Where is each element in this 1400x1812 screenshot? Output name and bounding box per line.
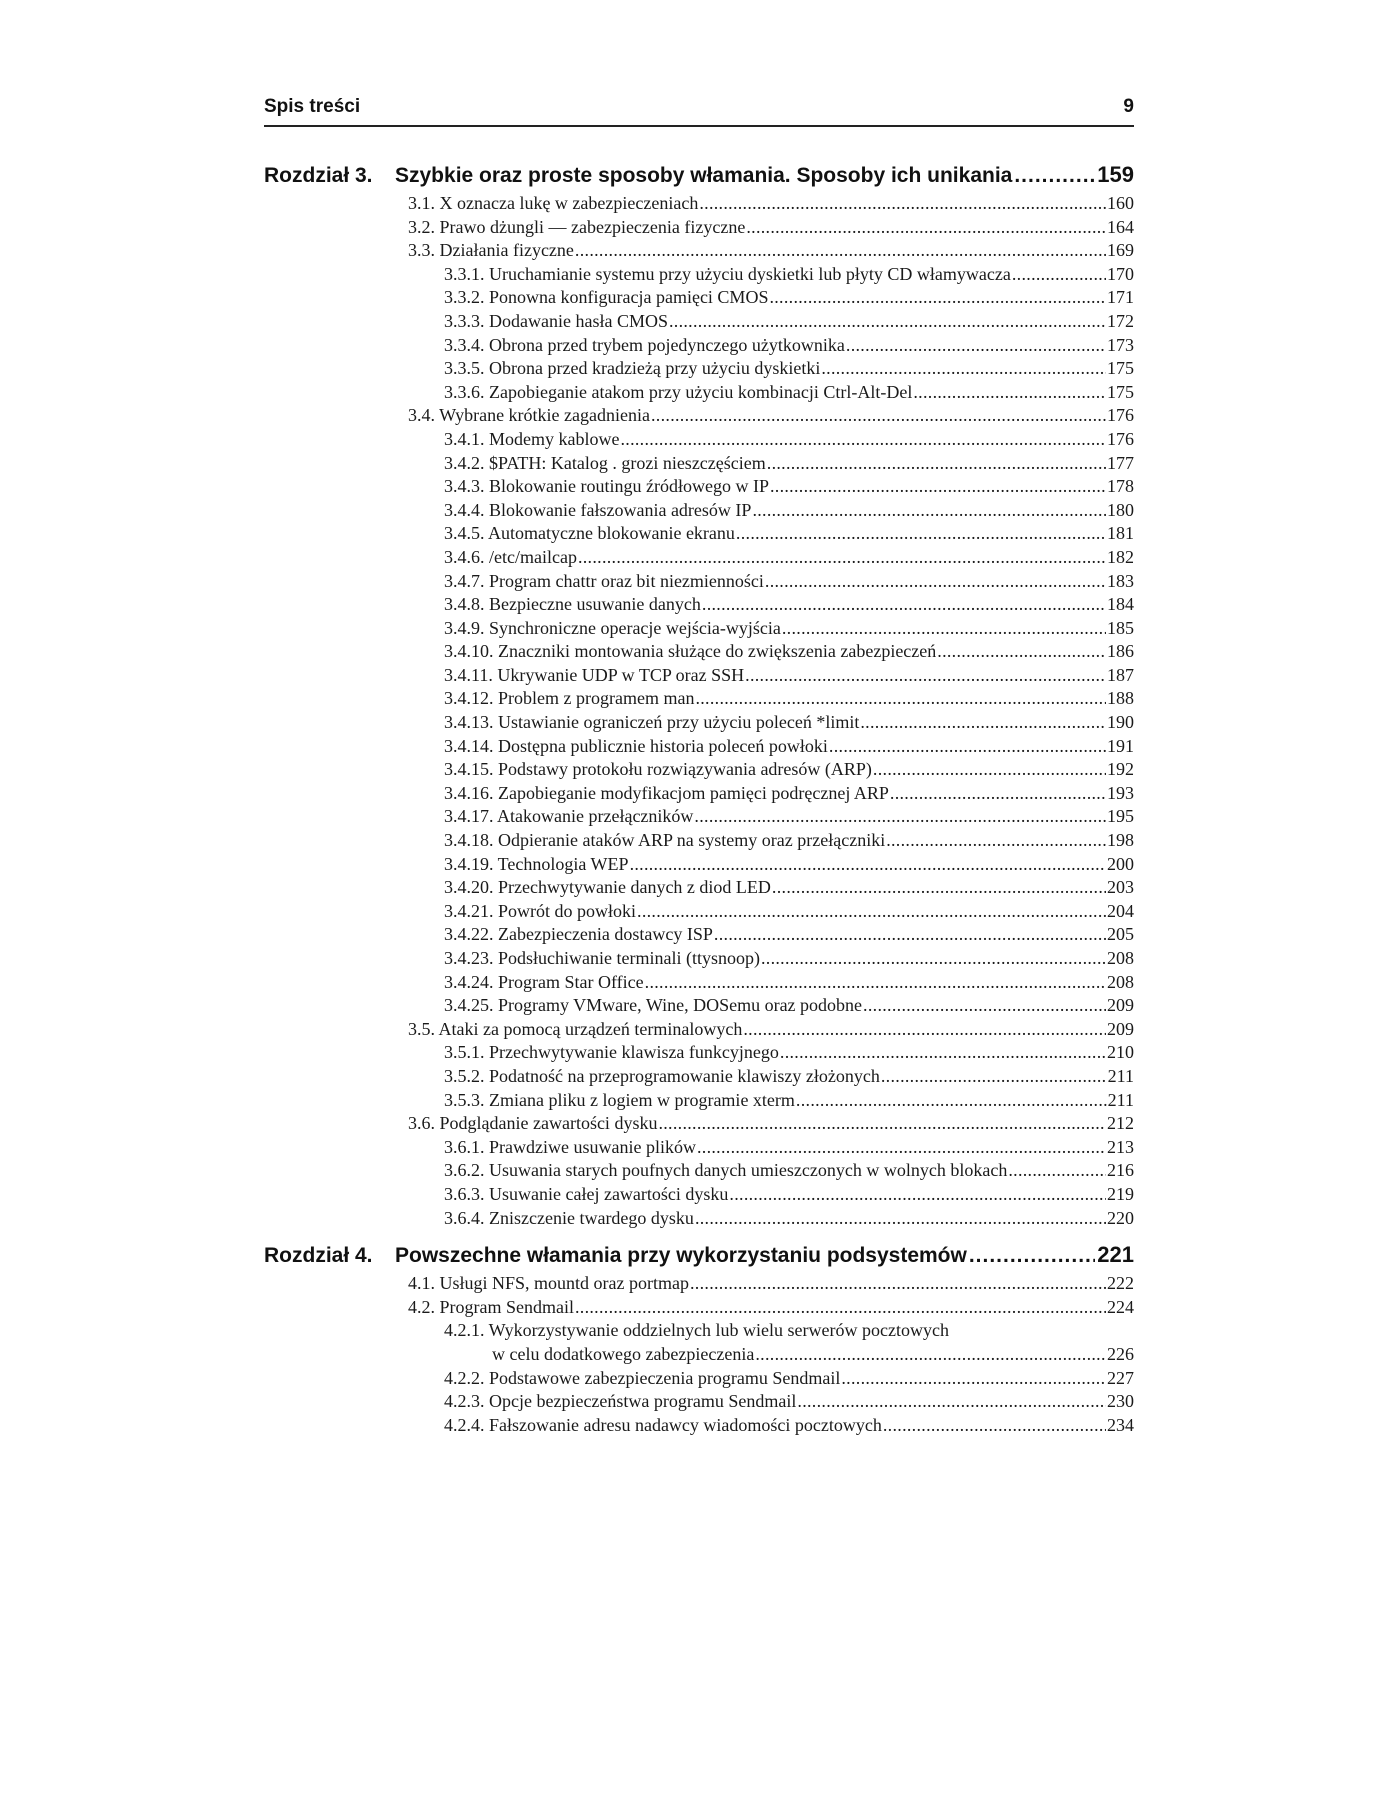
toc-entry[interactable] [264,428,1134,452]
page-number: 9 [1123,96,1134,117]
dot-leader [782,617,1106,641]
toc-entry-title: 4.2.3. Opcje bezpieczeństwa programu Sendmail [444,1391,797,1412]
chapter-page-number: 221 [1097,1242,1134,1268]
toc-entry[interactable] [264,286,1134,310]
dot-leader [651,404,1106,428]
toc-entry-page-number: 169 [1107,240,1134,261]
toc-entry-page-number: 224 [1107,1296,1134,1317]
toc-entry-title: 3.4.21. Powrót do powłoki [444,900,637,921]
toc-entry-page-number: 209 [1107,1018,1134,1039]
toc-entry-title: 3.4.11. Ukrywanie UDP w TCP oraz SSH [444,664,745,685]
toc-entry-page-number: 209 [1107,995,1134,1016]
dot-leader [772,876,1106,900]
toc-entry[interactable] [264,1089,1134,1113]
toc-entry[interactable] [264,1041,1134,1065]
toc-entry[interactable] [264,1390,1134,1414]
toc-entry-page-number: 191 [1107,735,1134,756]
dot-leader [755,1343,1106,1367]
dot-leader [746,216,1106,240]
table-of-contents [264,162,1134,1449]
toc-entry[interactable] [264,593,1134,617]
toc-entry-title: 3.3.2. Ponowna konfiguracja pamięci CMOS [444,287,769,308]
toc-entry-page-number: 175 [1107,358,1134,379]
dot-leader [780,1041,1106,1065]
toc-entry-title: 3.4.5. Automatyczne blokowanie ekranu [444,523,735,544]
toc-entry[interactable] [264,404,1134,428]
toc-entry-title: 3.4.17. Atakowanie przełączników [444,806,694,827]
dot-leader [637,900,1106,924]
toc-entry-title: 4.2.1. Wykorzystywanie oddzielnych lub wielu serwerów pocztowych [444,1320,949,1341]
dot-leader [690,1272,1106,1296]
toc-entry-page-number: 208 [1107,971,1134,992]
toc-entry[interactable] [264,876,1134,900]
toc-entry[interactable] [264,522,1134,546]
toc-entry[interactable] [264,805,1134,829]
toc-entry-page-number: 222 [1107,1273,1134,1294]
toc-entry-page-number: 216 [1107,1160,1134,1181]
toc-entry-title: 3.4.12. Problem z programem man [444,688,695,709]
dot-leader [881,1065,1107,1089]
toc-entry-page-number: 176 [1107,428,1134,449]
toc-entry-page-number: 234 [1107,1414,1134,1435]
toc-entry-title: 3.4.1. Modemy kablowe [444,428,620,449]
toc-entry[interactable] [264,357,1134,381]
toc-entry[interactable] [264,499,1134,523]
toc-entry-title: 3.4.22. Zabezpieczenia dostawcy ISP [444,924,713,945]
chapter-page-number: 159 [1097,162,1134,187]
toc-entry-continuation[interactable] [264,1343,1134,1367]
toc-entry[interactable] [264,711,1134,735]
toc-entry-title: 3.4.4. Blokowanie fałszowania adresów IP [444,499,752,520]
toc-entry[interactable] [264,617,1134,641]
toc-entry-title: 3.3.6. Zapobieganie atakom przy użyciu kombinacji Ctrl-Alt-Del [444,381,913,402]
dot-leader [841,1367,1106,1391]
dot-leader [697,1136,1106,1160]
dot-leader [829,735,1106,759]
toc-entry-title: 3.4.15. Podstawy protokołu rozwiązywania adresów (ARP) [444,759,872,780]
dot-leader [761,947,1106,971]
toc-entry[interactable] [264,1065,1134,1089]
toc-entry-page-number: 204 [1107,900,1134,921]
toc-entry[interactable] [264,239,1134,263]
dot-leader [575,1296,1106,1320]
toc-entry-page-number: 205 [1107,924,1134,945]
toc-entry-title: 3.3.1. Uruchamianie systemu przy użyciu dyskietki lub płyty CD włamywacza [444,263,1011,284]
chapter-label: Rozdział 4. [264,1244,373,1268]
dot-leader [630,853,1106,877]
toc-entry-title: 3.2. Prawo dżungli — zabezpieczenia fizyczne [408,216,746,237]
toc-entry-page-number: 177 [1107,452,1134,473]
chapter-section [264,162,1134,1230]
toc-entry-page-number: 180 [1107,499,1134,520]
toc-entry-title: 4.1. Usługi NFS, mountd oraz portmap [408,1273,689,1294]
toc-entry-page-number: 211 [1107,1089,1134,1110]
chapter-label: Rozdział 3. [264,164,373,187]
toc-entry[interactable] [264,452,1134,476]
toc-entry[interactable] [264,546,1134,570]
toc-entry-title: 3.6.1. Prawdziwe usuwanie plików [444,1136,696,1157]
toc-entry-title: 3.1. X oznacza lukę w zabezpieczeniach [408,193,699,213]
dot-leader [752,499,1106,523]
toc-entry[interactable] [264,971,1134,995]
dot-leader [745,664,1106,688]
toc-entry[interactable] [264,758,1134,782]
toc-entry-title: 3.3.3. Dodawanie hasła CMOS [444,310,668,331]
toc-entry-title: 3.4.10. Znaczniki montowania służące do zwiększenia zabezpieczeń [444,641,937,662]
toc-entry[interactable] [264,1018,1134,1042]
toc-entry[interactable] [264,263,1134,287]
toc-entry-title: 3.3.5. Obrona przed kradzieżą przy użyciu dyskietki [444,358,821,379]
page-header [264,96,1134,124]
dot-leader [883,1414,1106,1438]
toc-entry-page-number: 186 [1107,641,1134,662]
toc-entry[interactable] [264,334,1134,358]
toc-entry-page-number: 226 [1107,1343,1134,1364]
dot-leader [767,452,1106,476]
toc-entry[interactable] [264,640,1134,664]
toc-entry[interactable] [264,947,1134,971]
toc-entry-page-number: 200 [1107,853,1134,874]
dot-leader [765,570,1106,594]
chapter-title: Powszechne włamania przy wykorzystaniu podsystemów [395,1244,967,1268]
toc-entry-title: 3.4.23. Podsłuchiwanie terminali (ttysnoop) [444,948,760,968]
dot-leader [695,687,1106,711]
toc-entry[interactable] [264,923,1134,947]
toc-entry[interactable] [264,310,1134,334]
toc-entry-title: 4.2. Program Sendmail [408,1296,574,1317]
toc-entry-title: 3.4.7. Program chattr oraz bit niezmienności [444,570,764,591]
toc-entry-title: 3.5.1. Przechwytywanie klawisza funkcyjnego [444,1042,779,1063]
toc-entry-page-number: 195 [1107,806,1134,827]
toc-entry-page-number: 184 [1107,594,1134,615]
toc-entry[interactable] [264,1296,1134,1320]
toc-entry-title: 3.4.25. Programy VMware, Wine, DOSemu oraz podobne [444,995,863,1016]
dot-leader [873,758,1106,782]
toc-entry-page-number: 208 [1107,948,1134,968]
chapter-heading[interactable] [264,1242,1134,1272]
chapter-section [264,1242,1134,1437]
dot-leader [796,1089,1107,1113]
toc-entry-title-continued: w celu dodatkowego zabezpieczenia [492,1343,755,1364]
toc-entry[interactable] [264,216,1134,240]
dot-leader [658,1112,1106,1136]
toc-entry-page-number: 190 [1107,712,1134,733]
dot-leader [913,381,1106,405]
toc-entry-page-number: 213 [1107,1136,1134,1157]
dot-leader [1014,164,1095,188]
toc-entry[interactable] [264,1319,1134,1343]
dot-leader [645,971,1106,995]
dot-leader [863,994,1106,1018]
toc-entry-title: 4.2.2. Podstawowe zabezpieczenia programu Sendmail [444,1367,841,1388]
toc-entry-page-number: 171 [1107,287,1134,308]
toc-entry[interactable] [264,570,1134,594]
toc-entry-title: 3.3.4. Obrona przed trybem pojedynczego użytkownika [444,334,845,355]
toc-entry[interactable] [264,994,1134,1018]
dot-leader [846,334,1106,358]
dot-leader [886,829,1106,853]
toc-entry[interactable] [264,1159,1134,1183]
toc-entry-page-number: 220 [1107,1207,1134,1228]
toc-entry-title: 4.2.4. Fałszowanie adresu nadawcy wiadomości pocztowych [444,1414,882,1435]
toc-entry-title: 3.5. Ataki za pomocą urządzeń terminalowych [408,1018,743,1039]
toc-entry-page-number: 188 [1107,688,1134,709]
toc-entry-title: 3.4. Wybrane krótkie zagadnienia [408,405,650,426]
toc-entry[interactable] [264,900,1134,924]
toc-entry-page-number: 187 [1107,664,1134,685]
toc-entry-title: 3.5.2. Podatność na przeprogramowanie klawiszy złożonych [444,1065,880,1086]
toc-entry[interactable] [264,1414,1134,1438]
toc-entry[interactable] [264,829,1134,853]
toc-entry-page-number: 193 [1107,782,1134,803]
toc-entry-title: 3.4.19. Technologia WEP [444,853,629,874]
dot-leader [1008,1159,1106,1183]
toc-entry-page-number: 192 [1107,759,1134,780]
toc-entry-title: 3.5.3. Zmiana pliku z logiem w programie xterm [444,1089,795,1110]
toc-entry-page-number: 211 [1107,1065,1134,1086]
dot-leader [695,1207,1106,1231]
toc-entry-page-number: 172 [1107,310,1134,331]
toc-entry[interactable] [264,475,1134,499]
toc-entry-title: 3.6. Podglądanie zawartości dysku [408,1113,658,1134]
running-title: Spis treści [264,96,361,117]
toc-entry-title: 3.4.20. Przechwytywanie danych z diod LED [444,877,771,898]
toc-entry-page-number: 178 [1107,476,1134,497]
toc-entry-page-number: 164 [1107,216,1134,237]
dot-leader [669,310,1106,334]
toc-entry-title: 3.4.24. Program Star Office [444,971,644,992]
toc-entry-title: 3.6.4. Zniszczenie twardego dysku [444,1207,694,1228]
toc-entry-page-number: 198 [1107,830,1134,851]
toc-entry-page-number: 227 [1107,1367,1134,1388]
toc-entry[interactable] [264,1112,1134,1136]
toc-entry[interactable] [264,664,1134,688]
toc-entry-page-number: 181 [1107,523,1134,544]
dot-leader [769,286,1106,310]
toc-entry-page-number: 203 [1107,877,1134,898]
toc-entry[interactable] [264,192,1134,216]
dot-leader [620,428,1106,452]
toc-entry[interactable] [264,1367,1134,1391]
dot-leader [714,923,1106,947]
toc-entry-title: 3.4.14. Dostępna publicznie historia poleceń powłoki [444,735,828,756]
dot-leader [1012,263,1106,287]
toc-entry-page-number: 219 [1107,1183,1134,1204]
dot-leader [578,546,1106,570]
dot-leader [821,357,1106,381]
toc-entry-title: 3.4.8. Bezpieczne usuwanie danych [444,594,701,615]
toc-entry-page-number: 212 [1107,1113,1134,1134]
toc-entry-page-number: 175 [1107,381,1134,402]
dot-leader [575,239,1106,263]
toc-entry-title: 3.6.3. Usuwanie całej zawartości dysku [444,1183,729,1204]
toc-entry-page-number: 210 [1107,1042,1134,1063]
chapter-title: Szybkie oraz proste sposoby włamania. Sposoby ich unikania [395,164,1013,187]
toc-entry-title: 3.4.18. Odpieranie ataków ARP na systemy oraz przełączniki [444,830,886,851]
dot-leader [736,522,1106,546]
toc-entry-page-number: 173 [1107,334,1134,355]
toc-entry-title: 3.4.16. Zapobieganie modyfikacjom pamięci podręcznej ARP [444,782,889,803]
header-rule [264,125,1134,127]
toc-entry-title: 3.4.9. Synchroniczne operacje wejścia-wyjścia [444,617,781,638]
toc-entry[interactable] [264,1136,1134,1160]
toc-entry[interactable] [264,1207,1134,1231]
toc-entry-page-number: 183 [1107,570,1134,591]
toc-entry-page-number: 185 [1107,617,1134,638]
dot-leader [969,1244,1095,1268]
toc-entry[interactable] [264,853,1134,877]
toc-entry-page-number: 230 [1107,1391,1134,1412]
dot-leader [797,1390,1106,1414]
dot-leader [702,593,1106,617]
toc-entry-title: 3.4.13. Ustawianie ograniczeń przy użyciu poleceń *limit [444,712,860,733]
dot-leader [743,1018,1106,1042]
toc-entry-title: 3.4.2. $PATH: Katalog . grozi nieszczęściem [444,452,766,473]
dot-leader [699,192,1106,216]
toc-entry[interactable] [264,381,1134,405]
toc-entry-page-number: 160 [1107,193,1134,213]
toc-entry[interactable] [264,735,1134,759]
dot-leader [729,1183,1106,1207]
toc-entry-title: 3.6.2. Usuwania starych poufnych danych umieszczonych w wolnych blokach [444,1160,1008,1181]
toc-entry-title: 3.3. Działania fizyczne [408,240,574,261]
chapter-heading[interactable] [264,162,1134,192]
toc-entry-title: 3.4.3. Blokowanie routingu źródłowego w IP [444,476,769,497]
toc-entry-page-number: 170 [1107,263,1134,284]
toc-entry-title: 3.4.6. /etc/mailcap [444,546,577,567]
toc-entry[interactable] [264,782,1134,806]
dot-leader [770,475,1106,499]
dot-leader [937,640,1106,664]
toc-entry[interactable] [264,1272,1134,1296]
dot-leader [890,782,1106,806]
toc-entry[interactable] [264,687,1134,711]
toc-entry-page-number: 182 [1107,546,1134,567]
dot-leader [694,805,1106,829]
dot-leader [860,711,1106,735]
toc-entry[interactable] [264,1183,1134,1207]
toc-entry-page-number: 176 [1107,405,1134,426]
